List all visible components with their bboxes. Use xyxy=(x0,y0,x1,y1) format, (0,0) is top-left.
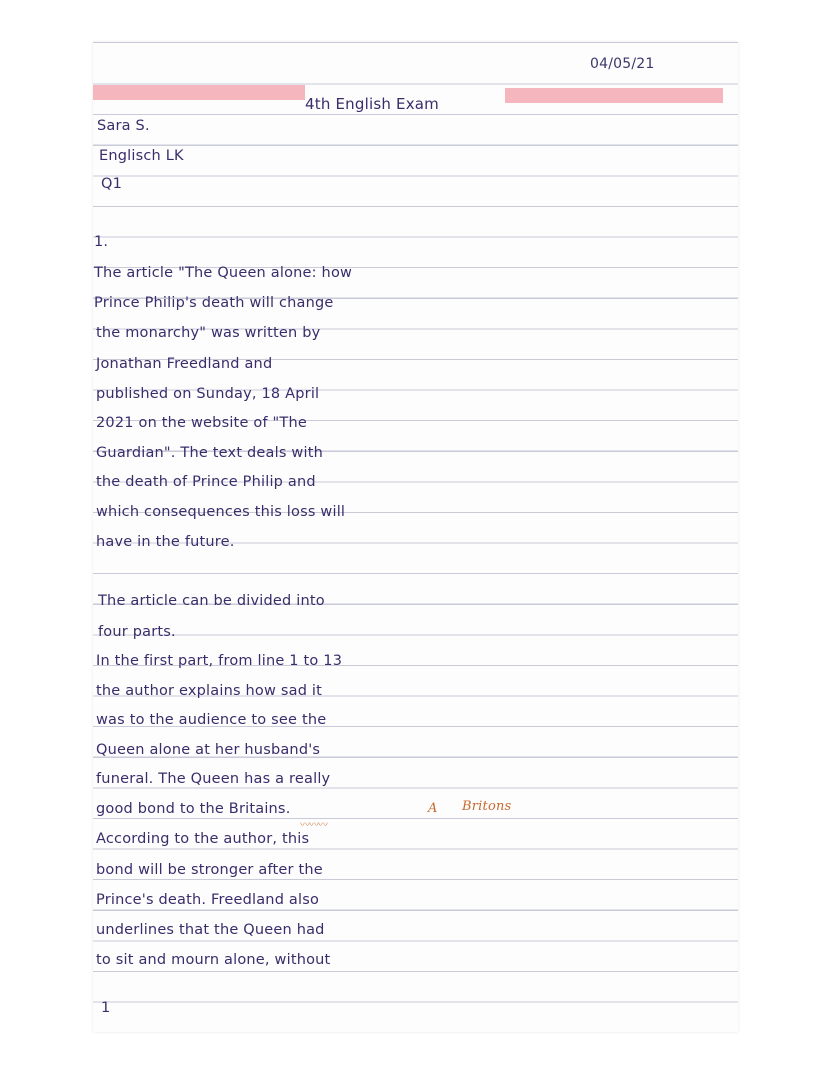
text-line: Prince's death. Freedland also xyxy=(96,892,320,908)
text-line: bond will be stronger after the xyxy=(96,862,323,878)
exam-title: 4th English Exam xyxy=(305,95,439,113)
text-line: Prince Philip's death will change xyxy=(94,295,334,311)
text-line: 2021 on the website of "The xyxy=(96,415,307,431)
correction-squiggle-icon: 〰〰〰 xyxy=(300,820,327,831)
text-line: Jonathan Freedland and xyxy=(96,356,273,372)
highlight-left xyxy=(93,85,305,100)
text-line: have in the future. xyxy=(96,534,235,550)
text-line: four parts. xyxy=(98,624,176,640)
student-name: Sara S. xyxy=(97,118,150,134)
text-line: the author explains how sad it xyxy=(96,683,323,699)
text-line: The article can be divided into xyxy=(98,593,325,609)
text-line: underlines that the Queen had xyxy=(96,922,325,938)
text-line: The article "The Queen alone: how xyxy=(94,265,353,281)
text-line: the death of Prince Philip and xyxy=(96,474,316,490)
text-line: In the first part, from line 1 to 13 xyxy=(96,653,343,669)
text-line: which consequences this loss will xyxy=(96,504,346,520)
section-number: 1. xyxy=(94,234,109,250)
text-line: the monarchy" was written by xyxy=(96,325,321,341)
correction-text: Britons xyxy=(462,799,512,814)
text-line: to sit and mourn alone, without xyxy=(96,952,331,968)
highlight-right xyxy=(505,88,723,103)
correction-mark: A xyxy=(428,801,438,816)
text-line: funeral. The Queen has a really xyxy=(96,771,331,787)
text-line: Queen alone at her husband's xyxy=(96,742,321,758)
text-line: good bond to the Britains. xyxy=(96,801,291,817)
footer-mark: 1 xyxy=(101,1000,111,1016)
text-line: was to the audience to see the xyxy=(96,712,327,728)
text-line: published on Sunday, 18 April xyxy=(96,386,320,402)
class-label: Q1 xyxy=(101,176,123,192)
course-name: Englisch LK xyxy=(99,148,184,164)
text-line: According to the author, this xyxy=(96,831,310,847)
text-line: Guardian". The text deals with xyxy=(96,445,323,461)
date: 04/05/21 xyxy=(590,56,655,72)
